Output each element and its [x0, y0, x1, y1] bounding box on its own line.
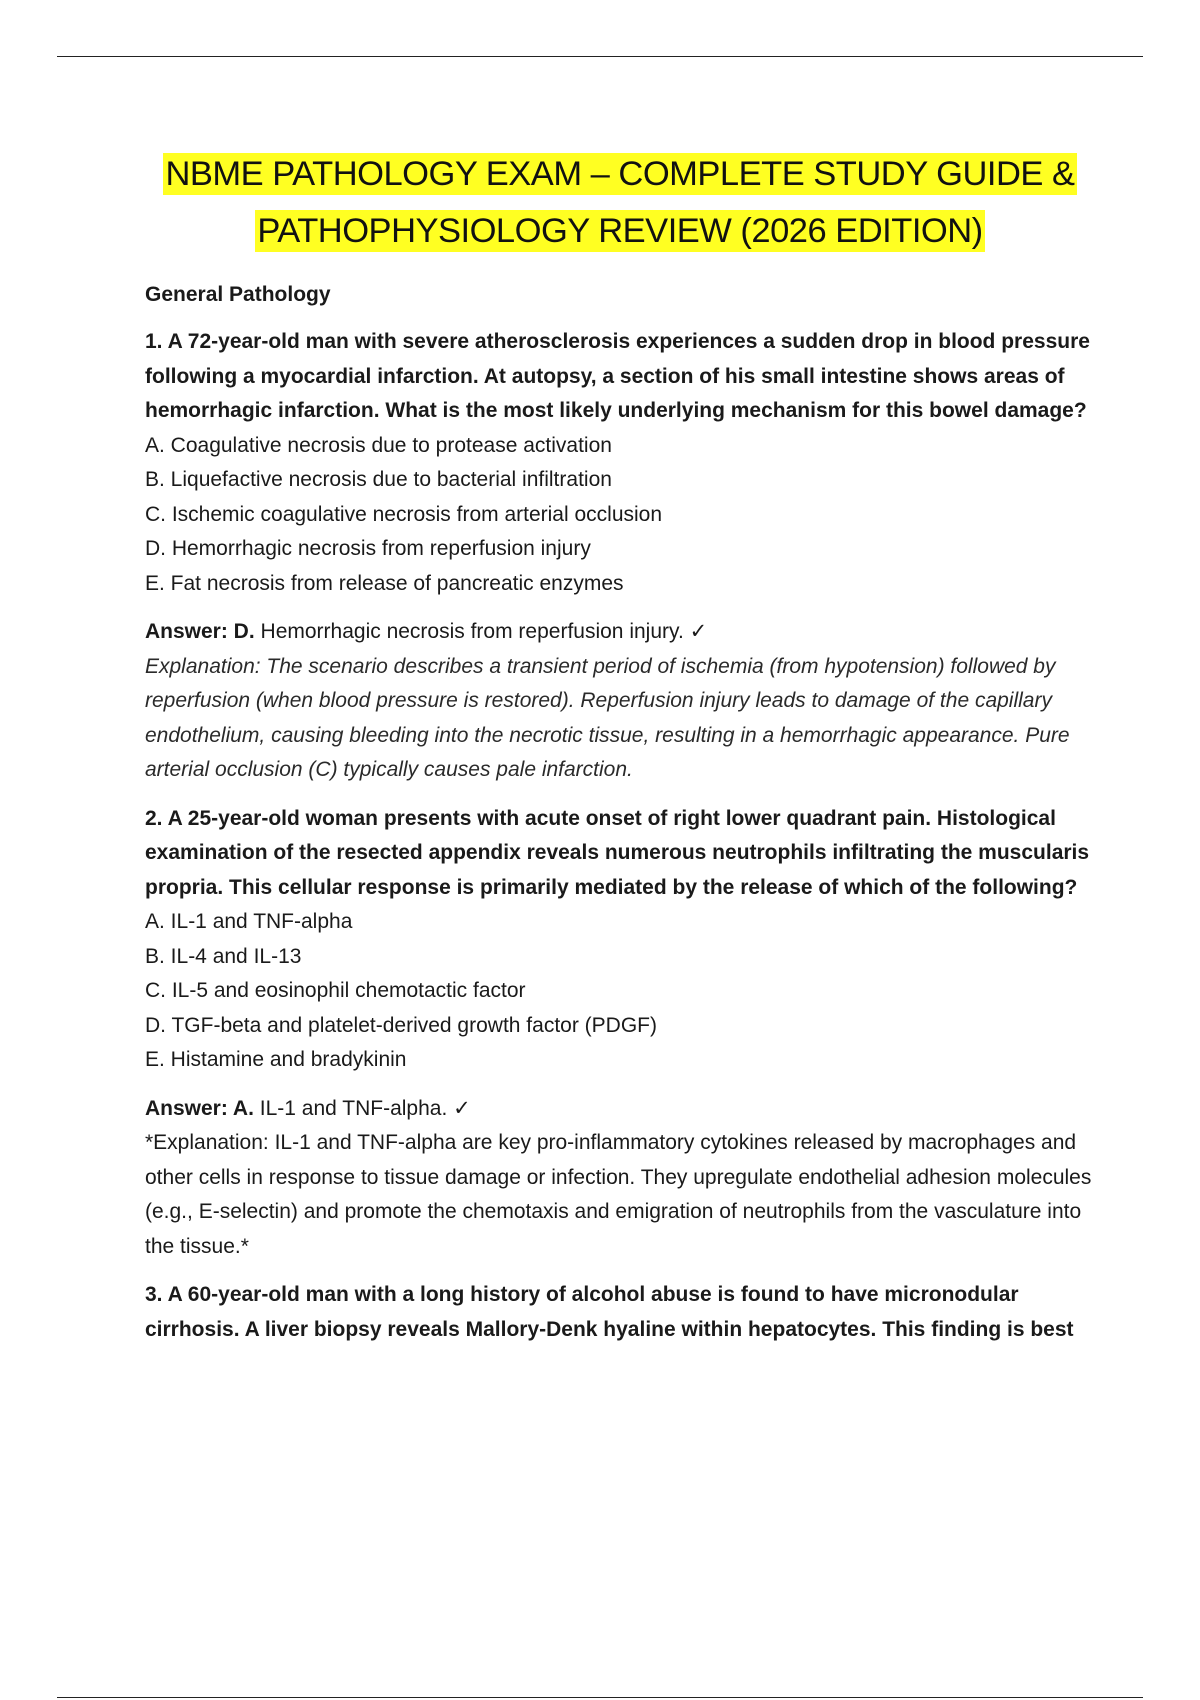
answer-block-1	[145, 615, 1095, 788]
title-line-2: PATHOPHYSIOLOGY REVIEW (2026 EDITION)	[257, 212, 983, 250]
answer-label: Answer: A.	[145, 1096, 254, 1120]
top-rule	[57, 56, 1143, 57]
option-item: B. IL-4 and IL-13	[145, 944, 302, 968]
question-block-1	[145, 325, 1095, 601]
option-item: B. Liquefactive necrosis due to bacterial infiltration	[145, 468, 612, 491]
explanation-text: Explanation: The scenario describes a transient period of ischemia (from hypotension) followed by reperfusion (when blood pressure is restored). Reperfusion injury leads to damage of the capillary endothelium, causing bleeding into the necrotic tissue, resulting in a hemorrhagic appearance. Pure arterial occlusion (C) typically causes pale infarction.	[145, 654, 1070, 781]
option-list	[145, 429, 1095, 602]
option-item: A. IL-1 and TNF-alpha	[145, 910, 353, 933]
answer-block-2	[145, 1092, 1095, 1265]
option-item: E. Fat necrosis from release of pancreatic enzymes	[145, 571, 624, 595]
answer-line	[145, 615, 1095, 650]
question-stem: 1. A 72-year-old man with severe atherosclerosis experiences a sudden drop in blood pressure following a myocardial infarction. At autopsy, a section of his small intestine shows areas of hemorrhagic infarction. What is the most likely underlying mechanism for this bowel damage?	[145, 330, 1090, 422]
explanation-text: *Explanation: IL-1 and TNF-alpha are key pro-inflammatory cytokines released by macrophages and other cells in response to tissue damage or infection. They upregulate endothelial adhesion molecules (e.g., E-selectin) and promote the chemotaxis and emigration of neutrophils from the vasculature into the tissue.*	[145, 1131, 1092, 1258]
option-list	[145, 905, 1095, 1078]
option-item: D. TGF-beta and platelet-derived growth factor (PDGF)	[145, 1013, 657, 1037]
answer-text: Hemorrhagic necrosis from reperfusion injury. ✓	[254, 620, 708, 643]
option-item: E. Histamine and bradykinin	[145, 1048, 407, 1071]
question-stem: 3. A 60-year-old man with a long history of alcohol abuse is found to have micronodular cirrhosis. A liver biopsy reveals Mallory-Denk hyaline within hepatocytes. This finding is best	[145, 1283, 1074, 1341]
option-item: D. Hemorrhagic necrosis from reperfusion injury	[145, 537, 591, 560]
option-item: C. IL-5 and eosinophil chemotactic factor	[145, 979, 526, 1002]
document-title	[145, 146, 1095, 260]
option-item: A. Coagulative necrosis due to protease activation	[145, 433, 612, 457]
title-line-1: NBME PATHOLOGY EXAM – COMPLETE STUDY GUIDE &	[165, 155, 1075, 193]
answer-text: IL-1 and TNF-alpha. ✓	[253, 1096, 471, 1120]
option-item: C. Ischemic coagulative necrosis from arterial occlusion	[145, 502, 663, 526]
answer-line	[145, 1092, 1095, 1127]
answer-label: Answer: D.	[145, 620, 255, 643]
question-stem: 2. A 25-year-old woman presents with acute onset of right lower quadrant pain. Histological examination of the resected appendix reveals numerous neutrophils infiltrating the muscularis propria. This cellular response is primarily mediated by the release of which of the following?	[145, 806, 1090, 899]
question-block-3	[145, 1278, 1095, 1347]
section-heading: General Pathology	[145, 283, 331, 306]
document-body	[145, 146, 1095, 1361]
bottom-rule	[57, 1697, 1143, 1698]
question-block-2	[145, 802, 1095, 1078]
